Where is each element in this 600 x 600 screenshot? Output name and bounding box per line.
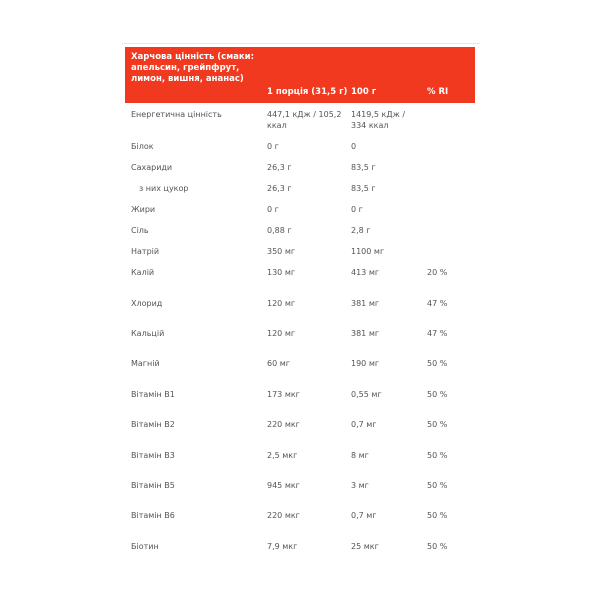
serving-value: 2,5 мкг	[267, 451, 298, 460]
serving-value: 7,9 мкг	[267, 542, 298, 551]
serving-value: 120 мг	[267, 329, 296, 338]
per100-value: 190 мг	[351, 359, 380, 368]
nutrient-name: Енергетична цінність	[131, 110, 222, 119]
serving-value: 0 г	[267, 142, 279, 151]
serving-value: 120 мг	[267, 299, 296, 308]
nutrient-name: Кальцій	[131, 329, 165, 338]
per100-value: 1100 мг	[351, 247, 385, 256]
ri-value: 47 %	[427, 329, 448, 338]
per100-value: 0,7 мг	[351, 420, 377, 429]
table-row	[125, 156, 475, 177]
table-row	[125, 198, 475, 219]
per100-value: 83,5 г	[351, 184, 376, 193]
nutrient-name: Вітамін В2	[131, 420, 175, 429]
ri-value: 50 %	[427, 451, 448, 460]
serving-value: 26,3 г	[267, 184, 292, 193]
per100-value: 0,7 мг	[351, 511, 377, 520]
per100-value: 0,55 мг	[351, 390, 382, 399]
nutrient-name: Жири	[131, 205, 156, 214]
table-row	[125, 504, 475, 535]
table-header	[125, 47, 475, 103]
per100-value: 381 мг	[351, 299, 380, 308]
table-row	[125, 322, 475, 352]
serving-value: 447,1 кДж / 105,2 ккал	[267, 110, 342, 130]
per100-value: 0	[351, 142, 357, 151]
serving-value: 173 мкг	[267, 390, 300, 399]
header-title: Харчова цінність (смаки: апельсин, грейпфрут, лимон, вишня, ананас)	[131, 52, 255, 84]
table-row	[125, 292, 475, 322]
nutrient-name: Магній	[131, 359, 160, 368]
table-row	[125, 383, 475, 413]
nutrient-name: Сіль	[131, 226, 149, 235]
nutrient-name: Натрій	[131, 247, 160, 256]
header-per-100g: 100 г	[351, 87, 377, 97]
ri-value: 47 %	[427, 299, 448, 308]
ri-value: 50 %	[427, 359, 448, 368]
nutrient-name: Вітамін В1	[131, 390, 175, 399]
top-divider	[122, 43, 480, 44]
ri-value: 50 %	[427, 390, 448, 399]
per100-value: 3 мг	[351, 481, 369, 490]
per100-value: 381 мг	[351, 329, 380, 338]
per100-value: 1419,5 кДж / 334 ккал	[351, 110, 406, 130]
nutrient-name: Вітамін В5	[131, 481, 175, 490]
nutrient-name: з них цукор	[139, 184, 189, 193]
per100-value: 8 мг	[351, 451, 369, 460]
table-row	[125, 219, 475, 240]
nutrient-name: Калій	[131, 268, 155, 277]
per100-value: 2,8 г	[351, 226, 371, 235]
table-row	[125, 474, 475, 504]
table-row	[125, 177, 475, 198]
nutrient-name: Білок	[131, 142, 154, 151]
serving-value: 60 мг	[267, 359, 290, 368]
nutrient-name: Сахариди	[131, 163, 173, 172]
table-row	[125, 535, 475, 559]
per100-value: 83,5 г	[351, 163, 376, 172]
serving-value: 0,88 г	[267, 226, 292, 235]
serving-value: 0 г	[267, 205, 279, 214]
serving-value: 945 мкг	[267, 481, 300, 490]
ri-value: 50 %	[427, 542, 448, 551]
nutrient-name: Вітамін В3	[131, 451, 175, 460]
ri-value: 20 %	[427, 268, 448, 277]
per100-value: 0 г	[351, 205, 363, 214]
per100-value: 25 мкг	[351, 542, 379, 551]
nutrient-name: Вітамін В6	[131, 511, 175, 520]
serving-value: 220 мкг	[267, 511, 300, 520]
serving-value: 26,3 г	[267, 163, 292, 172]
table-row	[125, 261, 475, 292]
table-row	[125, 103, 475, 135]
header-serving: 1 порція (31,5 г)	[267, 87, 348, 97]
serving-value: 130 мг	[267, 268, 296, 277]
table-row	[125, 240, 475, 261]
ri-value: 50 %	[427, 481, 448, 490]
nutrient-name: Біотин	[131, 542, 159, 551]
table-row	[125, 352, 475, 383]
serving-value: 350 мг	[267, 247, 296, 256]
table-row	[125, 413, 475, 444]
serving-value: 220 мкг	[267, 420, 300, 429]
ri-value: 50 %	[427, 420, 448, 429]
table-row	[125, 135, 475, 156]
ri-value: 50 %	[427, 511, 448, 520]
table-row	[125, 444, 475, 474]
nutrient-name: Хлорид	[131, 299, 163, 308]
nutrition-table	[125, 47, 475, 559]
header-ri: % RI	[427, 87, 449, 97]
per100-value: 413 мг	[351, 268, 380, 277]
